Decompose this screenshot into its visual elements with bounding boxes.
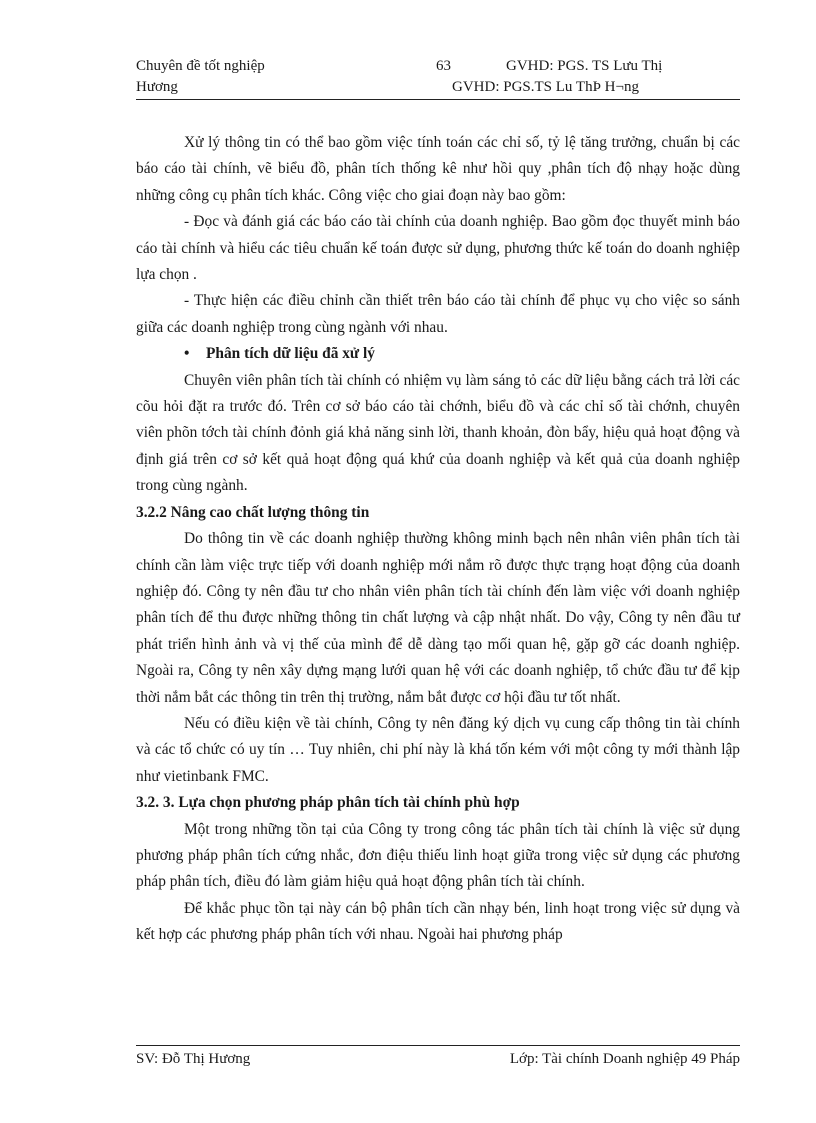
footer-class: Lớp: Tài chính Doanh nghiệp 49 Pháp <box>509 1051 740 1067</box>
page-number: 63 <box>436 58 451 74</box>
page-header <box>136 56 740 98</box>
section-heading: 3.2.2 Nâng cao chất lượng thông tin <box>136 503 370 521</box>
paragraph: Do thông tin về các doanh nghiệp thường không minh bạch nên nhân viên phân tích tài chính cần làm việc trực tiếp với doanh nghiệp mới nắm rõ được thực trạng hoạt động của doanh nghiệp đó. Công ty nên đầu tư cho nhân viên phân tích tài chính đến làm việc với doanh nghiệp phân tích để thu được những thông tin chất lượng và cập nhật nhất. Do vậy, Công ty nên đầu tư phát triển hình ảnh và vị thế của mình để dễ dàng tạo mối quan hệ, gặp gỡ các doanh nghiệp. Ngoài ra, Công ty nên xây dựng mạng lưới quan hệ với các doanh nghiệp, tổ chức đầu tư để kịp thời nắm bắt các thông tin trên thị trường, nắm bắt được cơ hội đầu tư tốt nhất. <box>136 530 740 706</box>
bullet-heading-text: Phân tích dữ liệu đã xử lý <box>206 345 375 363</box>
bullet-icon: • <box>184 345 190 363</box>
header-supervisor-alt: GVHD: PGS.TS Lu ThÞ H¬ng <box>452 79 639 95</box>
paragraph: Chuyên viên phân tích tài chính có nhiệm vụ làm sáng tỏ các dữ liệu bằng cách trả lời các cõu hỏi đặt ra trước đó. Trên cơ sở báo cáo tài chớnh, biểu đồ và các chỉ số tài chớnh, chuyên viên phõn tớch tài chính đỏnh giá khả năng sinh lời, thanh khoản, đòn bẩy, hiệu quả hoạt động và định giá trên cơ sở kết quả hoạt động quá khứ của doanh nghiệp và kết quả của doanh nghiệp trong cùng ngành. <box>136 371 740 495</box>
footer-divider <box>136 1045 740 1046</box>
dash-item: - Đọc và đánh giá các báo cáo tài chính của doanh nghiệp. Bao gồm đọc thuyết minh báo cáo tài chính và hiểu các tiêu chuẩn kế toán được sử dụng, phương thức kế toán do doanh nghiệp lựa chọn . <box>136 213 740 284</box>
paragraph: Nếu có điều kiện về tài chính, Công ty nên đăng ký dịch vụ cung cấp thông tin tài chính và các tổ chức có uy tín … Tuy nhiên, chi phí này là khá tốn kém với một công ty mới thành lập như vietinbank FMC. <box>136 714 740 785</box>
section-heading: 3.2. 3. Lựa chọn phương pháp phân tích tài chính phù hợp <box>136 794 520 812</box>
header-supervisor: GVHD: PGS. TS Lưu Thị <box>506 58 663 74</box>
paragraph: Một trong những tồn tại của Công ty trong công tác phân tích tài chính là việc sử dụng phương pháp phân tích cứng nhắc, đơn điệu thiếu linh hoạt giữa trong việc sử dụng các phương pháp phân tích, điều đó làm giảm hiệu quả hoạt động phân tích tài chính. <box>136 820 740 891</box>
paragraph: Xử lý thông tin có thể bao gồm việc tính toán các chỉ số, tỷ lệ tăng trưởng, chuẩn bị các báo cáo tài chính, vẽ biểu đồ, phân tích thống kê như hồi quy ,phân tích độ nhạy hoặc dùng những công cụ phân tích khác. Công việc cho giai đoạn này bao gồm: <box>136 134 740 204</box>
header-title-continued: Hương <box>136 79 178 95</box>
paragraph: Để khắc phục tồn tại này cán bộ phân tích cần nhạy bén, linh hoạt trong việc sử dụng và kết hợp các phương pháp phân tích với nhau. Ngoài hai phương pháp <box>136 899 740 944</box>
bullet-heading <box>136 341 740 367</box>
footer-student: SV: Đỗ Thị Hương <box>136 1051 251 1067</box>
header-divider <box>136 99 740 100</box>
dash-item: - Thực hiện các điều chỉnh cần thiết trên báo cáo tài chính để phục vụ cho việc so sánh giữa các doanh nghiệp trong cùng ngành với nhau. <box>136 292 740 336</box>
header-title: Chuyên đề tốt nghiệp <box>136 58 265 74</box>
document-body <box>136 130 740 949</box>
